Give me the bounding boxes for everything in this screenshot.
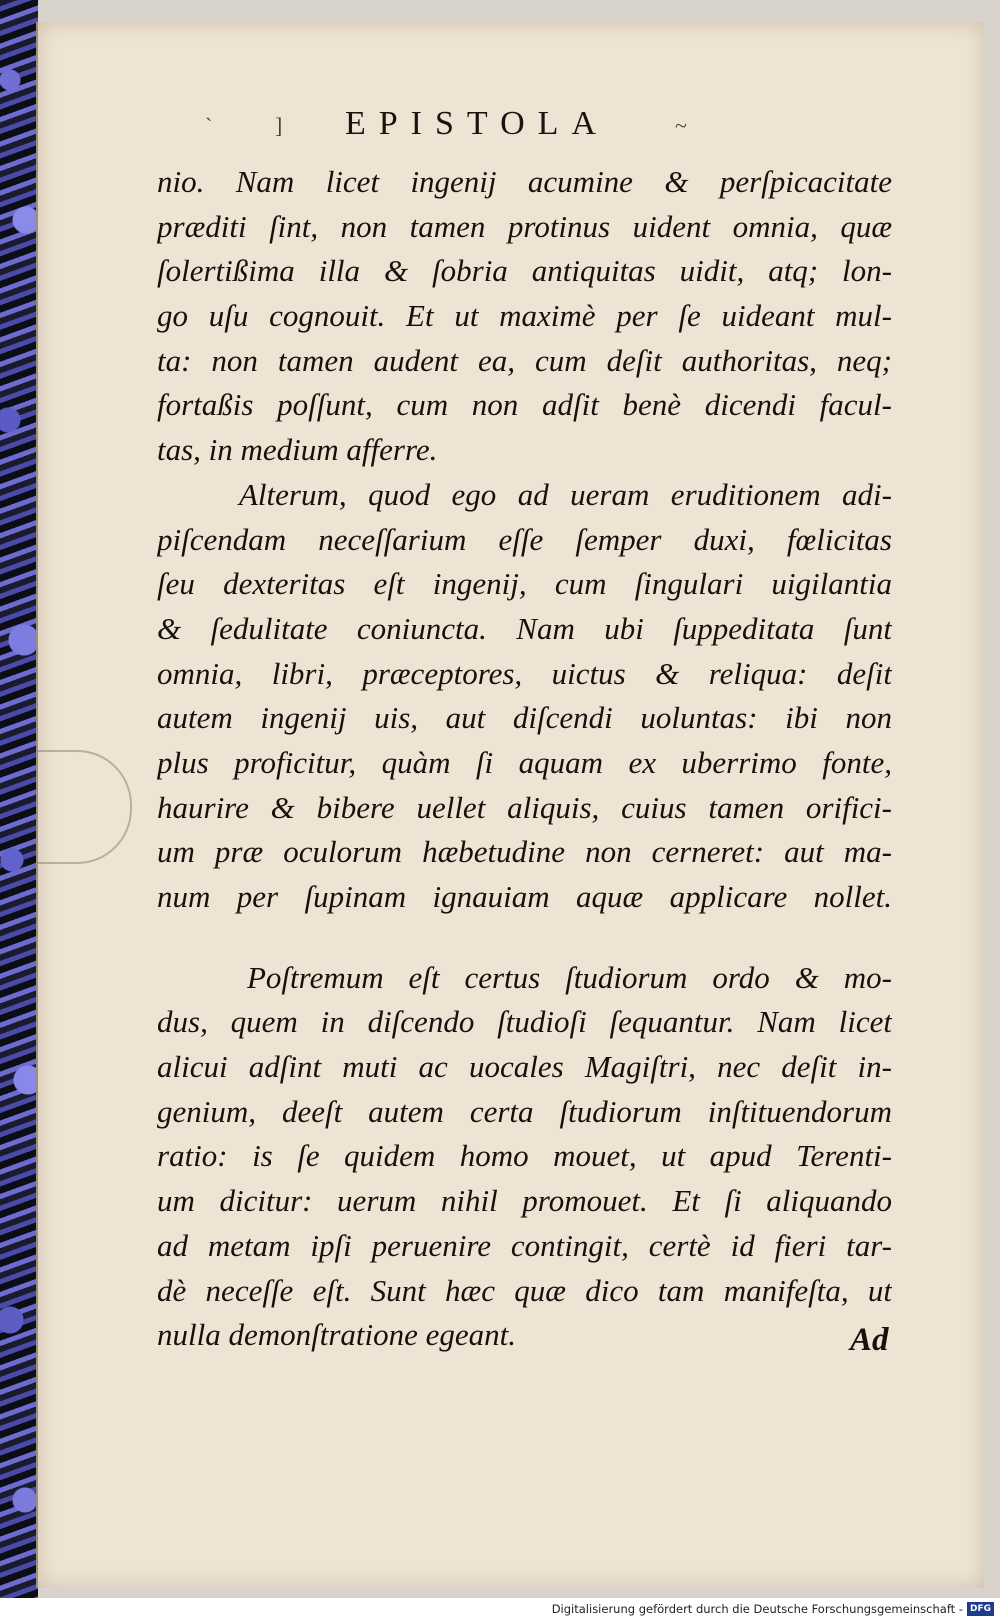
text-line: ſolertißima illa & ſobria antiquitas uidit, atq; lon- bbox=[157, 253, 892, 289]
text-line: fortaßis poſſunt, cum non adſit benè dicendi facul- bbox=[157, 387, 892, 423]
text-line: ratio: is ſe quidem homo mouet, ut apud Terenti- bbox=[157, 1138, 892, 1174]
text-line: Alterum, quod ego ad ueram eruditionem adi- bbox=[239, 476, 892, 512]
text-line: præditi ſint, non tamen protinus uident omnia, quæ bbox=[157, 208, 892, 244]
head-ornament-left: ` bbox=[205, 113, 213, 138]
text-line: dè neceſſe eſt. Sunt hæc quæ dico tam manifeſta, ut bbox=[157, 1272, 892, 1308]
dfg-logo: DFG bbox=[967, 1602, 994, 1616]
text-line: Poſtremum eſt certus ſtudiorum ordo & mo- bbox=[247, 959, 892, 995]
digitization-credit bbox=[552, 1600, 994, 1618]
text-line: haurire & bibere uellet aliquis, cuius tamen orifici- bbox=[157, 789, 892, 825]
text-line: num per ſupinam ignauiam aquæ applicare nollet. bbox=[157, 879, 892, 914]
text-line: & ſedulitate coniuncta. Nam ubi ſuppeditata ſunt bbox=[157, 610, 892, 646]
text-line: dus, quem in diſcendo ſtudioſi ſequantur. Nam licet bbox=[157, 1004, 892, 1040]
text-line: tas, in medium afferre. bbox=[157, 432, 438, 468]
text-line: um præ oculorum hæbetudine non cerneret: aut ma- bbox=[157, 834, 892, 870]
running-head: EPISTOLA bbox=[345, 105, 609, 142]
paragraph-2 bbox=[157, 473, 892, 920]
clasp-impression bbox=[38, 750, 132, 864]
text-line: genium, deeſt autem certa ſtudiorum inſtituendorum bbox=[157, 1093, 892, 1129]
text-line: nulla demonſtratione egeant. bbox=[157, 1317, 517, 1353]
catchword: Ad bbox=[850, 1322, 889, 1358]
marbled-cover bbox=[0, 0, 38, 1598]
text-line: autem ingenij uis, aut diſcendi uoluntas: ibi non bbox=[157, 700, 892, 736]
text-line: ſeu dexteritas eſt ingenij, cum ſingulari uigilantia bbox=[157, 566, 892, 602]
text-line: plus proficitur, quàm ſi aquam ex uberrimo fonte, bbox=[157, 744, 892, 780]
text-line: piſcendam neceſſarium eſſe ſemper duxi, fœlicitas bbox=[157, 521, 892, 557]
text-line: ta: non tamen audent ea, cum deſit authoritas, neq; bbox=[157, 342, 892, 378]
text-line: um dicitur: uerum nihil promouet. Et ſi aliquando bbox=[157, 1183, 892, 1219]
head-ornament-mid: ] bbox=[275, 113, 283, 138]
paragraph-gap bbox=[157, 920, 892, 956]
paragraph-3 bbox=[157, 956, 892, 1358]
head-ornament-right: ~ bbox=[675, 113, 687, 138]
text-line: nio. Nam licet ingenij acumine & perſpicacitate bbox=[157, 164, 892, 199]
paragraph-1 bbox=[157, 160, 892, 473]
text-line: ad metam ipſi peruenire contingit, certè id fieri tar- bbox=[157, 1227, 892, 1263]
body-text bbox=[157, 160, 892, 1358]
credit-text: Digitalisierung gefördert durch die Deutsche Forschungsgemeinschaft - bbox=[551, 1602, 963, 1616]
text-line: go uſu cognouit. Et ut maximè per ſe uideant mul- bbox=[157, 298, 892, 334]
text-line: alicui adſint muti ac uocales Magiſtri, nec deſit in- bbox=[157, 1049, 892, 1085]
text-line: omnia, libri, præceptores, uictus & reliqua: deſit bbox=[157, 655, 892, 691]
